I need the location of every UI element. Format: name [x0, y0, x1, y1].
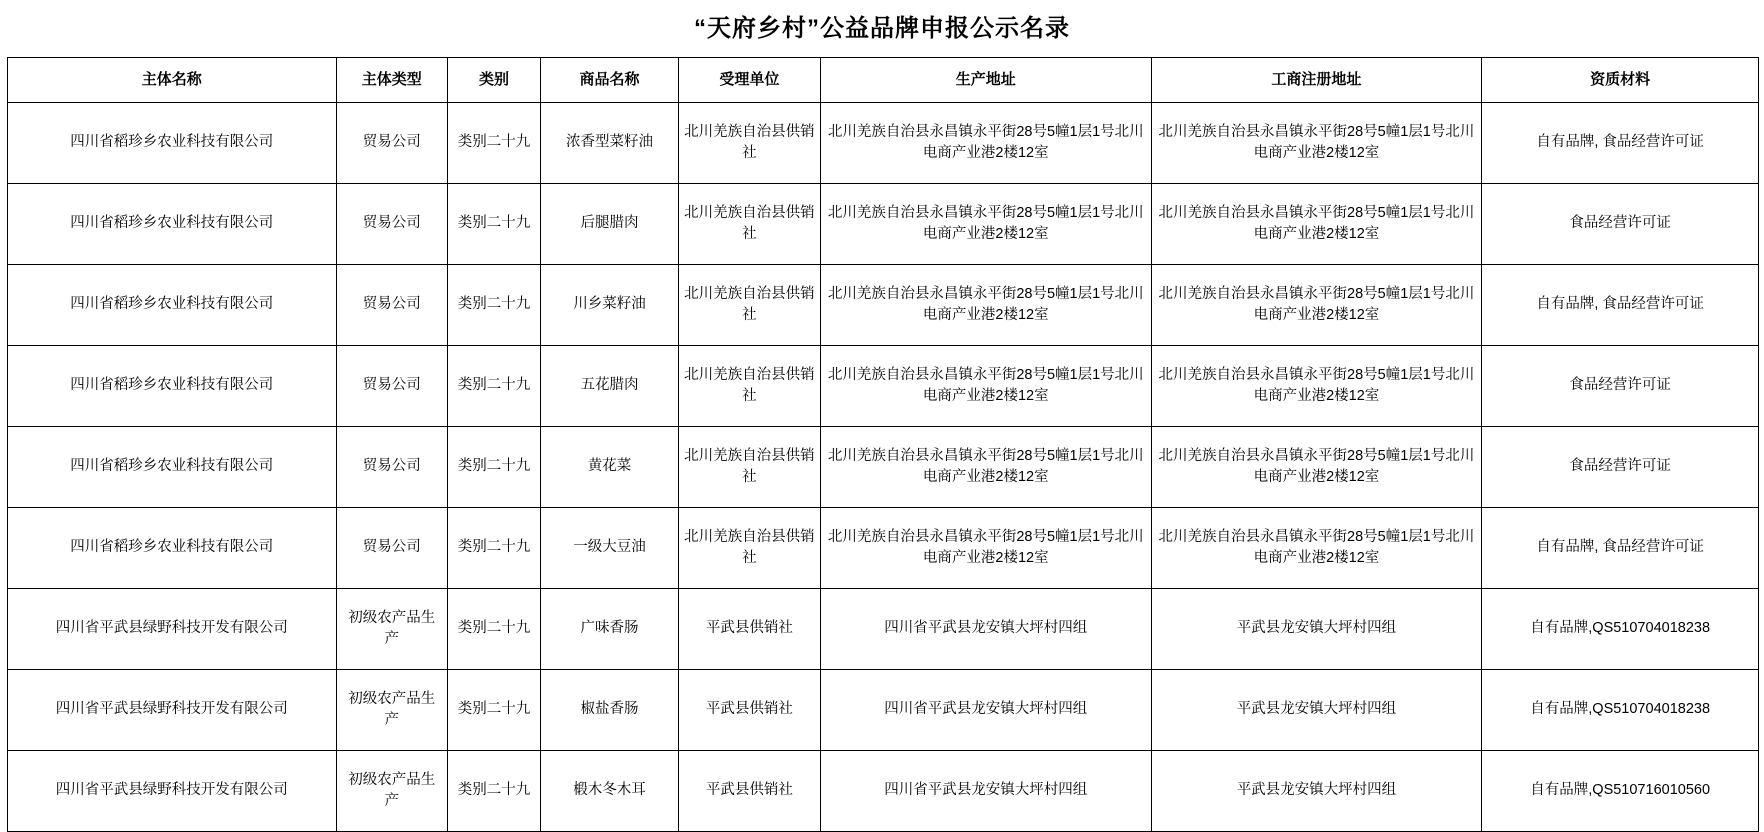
cell-unit — [678, 751, 820, 832]
cell-type — [336, 184, 447, 265]
table-body — [8, 103, 1759, 832]
column-header-type: 主体类型 — [336, 58, 447, 103]
cell-text: 平武县龙安镇大坪村四组 — [1236, 782, 1397, 799]
cell-text: 一级大豆油 — [573, 539, 646, 556]
cell-registered-address — [1151, 670, 1482, 751]
cell-registered-address — [1151, 589, 1482, 670]
cell-text: 平武县供销社 — [705, 701, 793, 718]
cell-qualification — [1482, 751, 1759, 832]
cell-text: 北川羌族自治县永昌镇永平街28号5幢1层1号北川电商产业港2楼12室 — [1158, 285, 1475, 323]
cell-name — [8, 184, 337, 265]
table-row — [8, 103, 1759, 184]
cell-name — [8, 427, 337, 508]
cell-text: 食品经营许可证 — [1569, 377, 1671, 394]
cell-product — [541, 508, 679, 589]
cell-unit — [678, 346, 820, 427]
cell-text: 贸易公司 — [362, 458, 421, 475]
cell-text: 四川省稻珍乡农业科技有限公司 — [70, 296, 274, 313]
public-listing-table — [7, 57, 1759, 832]
column-header-category: 类别 — [447, 58, 540, 103]
cell-unit — [678, 589, 820, 670]
cell-product — [541, 427, 679, 508]
cell-product — [541, 589, 679, 670]
cell-text: 贸易公司 — [362, 215, 421, 232]
cell-text: 浓香型菜籽油 — [566, 134, 653, 151]
column-header-product: 商品名称 — [541, 58, 679, 103]
cell-text: 平武县供销社 — [705, 782, 793, 799]
cell-category — [447, 427, 540, 508]
cell-text: 平武县供销社 — [705, 620, 793, 637]
cell-text: 类别二十九 — [457, 782, 531, 799]
cell-name — [8, 670, 337, 751]
table-row — [8, 265, 1759, 346]
cell-type — [336, 427, 447, 508]
cell-text: 四川省平武县龙安镇大坪村四组 — [884, 701, 1088, 718]
cell-text: 五花腊肉 — [580, 377, 639, 394]
cell-text: 北川羌族自治县供销社 — [684, 447, 815, 485]
cell-text: 四川省稻珍乡农业科技有限公司 — [70, 215, 274, 232]
cell-name — [8, 751, 337, 832]
cell-production-address — [820, 103, 1151, 184]
cell-text: 类别二十九 — [457, 620, 531, 637]
cell-text: 北川羌族自治县永昌镇永平街28号5幢1层1号北川电商产业港2楼12室 — [1158, 528, 1475, 566]
cell-production-address — [820, 346, 1151, 427]
cell-text: 北川羌族自治县供销社 — [684, 285, 815, 323]
table-header-row — [8, 58, 1759, 103]
cell-registered-address — [1151, 103, 1482, 184]
cell-qualification — [1482, 265, 1759, 346]
cell-registered-address — [1151, 184, 1482, 265]
cell-type — [336, 670, 447, 751]
cell-type — [336, 589, 447, 670]
cell-text: 贸易公司 — [362, 539, 421, 556]
cell-production-address — [820, 751, 1151, 832]
cell-unit — [678, 103, 820, 184]
cell-type — [336, 265, 447, 346]
cell-text: 北川羌族自治县永昌镇永平街28号5幢1层1号北川电商产业港2楼12室 — [827, 447, 1144, 485]
table-row — [8, 751, 1759, 832]
cell-type — [336, 346, 447, 427]
table-row — [8, 427, 1759, 508]
cell-text: 初级农产品生产 — [348, 609, 436, 647]
cell-text: 北川羌族自治县永昌镇永平街28号5幢1层1号北川电商产业港2楼12室 — [827, 528, 1144, 566]
cell-text: 椴木冬木耳 — [573, 782, 646, 799]
table-row — [8, 508, 1759, 589]
cell-qualification — [1482, 346, 1759, 427]
column-header-unit: 受理单位 — [678, 58, 820, 103]
table-row — [8, 346, 1759, 427]
cell-type — [336, 751, 447, 832]
cell-text: 北川羌族自治县供销社 — [684, 528, 815, 566]
cell-category — [447, 103, 540, 184]
cell-category — [447, 184, 540, 265]
cell-text: 北川羌族自治县永昌镇永平街28号5幢1层1号北川电商产业港2楼12室 — [827, 285, 1144, 323]
cell-product — [541, 265, 679, 346]
cell-text: 类别二十九 — [457, 539, 531, 556]
cell-category — [447, 508, 540, 589]
cell-category — [447, 751, 540, 832]
table-row — [8, 670, 1759, 751]
cell-category — [447, 265, 540, 346]
cell-registered-address — [1151, 265, 1482, 346]
cell-text: 黄花菜 — [587, 458, 632, 475]
cell-text: 食品经营许可证 — [1569, 215, 1671, 232]
cell-text: 自有品牌,QS510704018238 — [1530, 620, 1711, 637]
cell-production-address — [820, 589, 1151, 670]
cell-qualification — [1482, 184, 1759, 265]
cell-text: 自有品牌, 食品经营许可证 — [1536, 539, 1704, 556]
cell-text: 自有品牌,QS510716010560 — [1530, 782, 1711, 799]
cell-registered-address — [1151, 751, 1482, 832]
cell-text: 类别二十九 — [457, 134, 531, 151]
cell-text: 北川羌族自治县供销社 — [684, 123, 815, 161]
cell-type — [336, 103, 447, 184]
column-header-name: 主体名称 — [8, 58, 337, 103]
cell-text: 平武县龙安镇大坪村四组 — [1236, 620, 1397, 637]
cell-text: 北川羌族自治县永昌镇永平街28号5幢1层1号北川电商产业港2楼12室 — [1158, 123, 1475, 161]
table-row — [8, 184, 1759, 265]
cell-unit — [678, 427, 820, 508]
cell-text: 北川羌族自治县永昌镇永平街28号5幢1层1号北川电商产业港2楼12室 — [1158, 204, 1475, 242]
cell-text: 北川羌族自治县供销社 — [684, 366, 815, 404]
cell-production-address — [820, 184, 1151, 265]
cell-text: 北川羌族自治县供销社 — [684, 204, 815, 242]
cell-text: 四川省平武县绿野科技开发有限公司 — [55, 620, 288, 637]
cell-type — [336, 508, 447, 589]
column-header-production-address: 生产地址 — [820, 58, 1151, 103]
cell-text: 四川省稻珍乡农业科技有限公司 — [70, 458, 274, 475]
cell-text: 椒盐香肠 — [580, 701, 639, 718]
cell-name — [8, 346, 337, 427]
cell-unit — [678, 508, 820, 589]
cell-category — [447, 589, 540, 670]
cell-name — [8, 508, 337, 589]
cell-text: 北川羌族自治县永昌镇永平街28号5幢1层1号北川电商产业港2楼12室 — [827, 366, 1144, 404]
cell-text: 四川省稻珍乡农业科技有限公司 — [70, 539, 274, 556]
cell-qualification — [1482, 427, 1759, 508]
cell-text: 四川省平武县龙安镇大坪村四组 — [884, 782, 1088, 799]
cell-product — [541, 346, 679, 427]
cell-text: 后腿腊肉 — [580, 215, 639, 232]
cell-text: 类别二十九 — [457, 215, 531, 232]
cell-category — [447, 670, 540, 751]
cell-unit — [678, 670, 820, 751]
cell-text: 四川省平武县绿野科技开发有限公司 — [55, 782, 288, 799]
cell-name — [8, 589, 337, 670]
cell-qualification — [1482, 589, 1759, 670]
table-row — [8, 589, 1759, 670]
cell-production-address — [820, 427, 1151, 508]
cell-qualification — [1482, 508, 1759, 589]
column-header-qualification: 资质材料 — [1482, 58, 1759, 103]
cell-unit — [678, 184, 820, 265]
cell-text: 类别二十九 — [457, 458, 531, 475]
cell-text: 类别二十九 — [457, 701, 531, 718]
cell-text: 北川羌族自治县永昌镇永平街28号5幢1层1号北川电商产业港2楼12室 — [827, 204, 1144, 242]
cell-text: 四川省平武县绿野科技开发有限公司 — [55, 701, 288, 718]
cell-text: 四川省平武县龙安镇大坪村四组 — [884, 620, 1088, 637]
cell-unit — [678, 265, 820, 346]
cell-text: 贸易公司 — [362, 377, 421, 394]
cell-text: 北川羌族自治县永昌镇永平街28号5幢1层1号北川电商产业港2楼12室 — [1158, 366, 1475, 404]
cell-product — [541, 184, 679, 265]
cell-qualification — [1482, 103, 1759, 184]
cell-text: 北川羌族自治县永昌镇永平街28号5幢1层1号北川电商产业港2楼12室 — [1158, 447, 1475, 485]
cell-production-address — [820, 508, 1151, 589]
page-title: “天府乡村”公益品牌申报公示名录 — [694, 15, 1070, 42]
cell-text: 贸易公司 — [362, 134, 421, 151]
cell-text: 广味香肠 — [580, 620, 639, 637]
cell-registered-address — [1151, 508, 1482, 589]
cell-category — [447, 346, 540, 427]
cell-text: 类别二十九 — [457, 296, 531, 313]
cell-text: 类别二十九 — [457, 377, 531, 394]
cell-name — [8, 103, 337, 184]
cell-text: 贸易公司 — [362, 296, 421, 313]
cell-text: 北川羌族自治县永昌镇永平街28号5幢1层1号北川电商产业港2楼12室 — [827, 123, 1144, 161]
cell-text: 自有品牌,QS510704018238 — [1530, 701, 1711, 718]
column-header-registered-address: 工商注册地址 — [1151, 58, 1482, 103]
cell-text: 自有品牌, 食品经营许可证 — [1536, 134, 1704, 151]
cell-name — [8, 265, 337, 346]
cell-qualification — [1482, 670, 1759, 751]
cell-product — [541, 751, 679, 832]
cell-product — [541, 670, 679, 751]
cell-text: 川乡菜籽油 — [573, 296, 646, 313]
cell-text: 四川省稻珍乡农业科技有限公司 — [70, 377, 274, 394]
cell-text: 自有品牌, 食品经营许可证 — [1536, 296, 1704, 313]
cell-text: 四川省稻珍乡农业科技有限公司 — [70, 134, 274, 151]
cell-text: 初级农产品生产 — [348, 771, 436, 809]
cell-text: 初级农产品生产 — [348, 690, 436, 728]
cell-product — [541, 103, 679, 184]
cell-production-address — [820, 670, 1151, 751]
cell-text: 食品经营许可证 — [1569, 458, 1671, 475]
table-header — [8, 58, 1759, 103]
cell-text: 平武县龙安镇大坪村四组 — [1236, 701, 1397, 718]
cell-registered-address — [1151, 346, 1482, 427]
cell-registered-address — [1151, 427, 1482, 508]
cell-production-address — [820, 265, 1151, 346]
